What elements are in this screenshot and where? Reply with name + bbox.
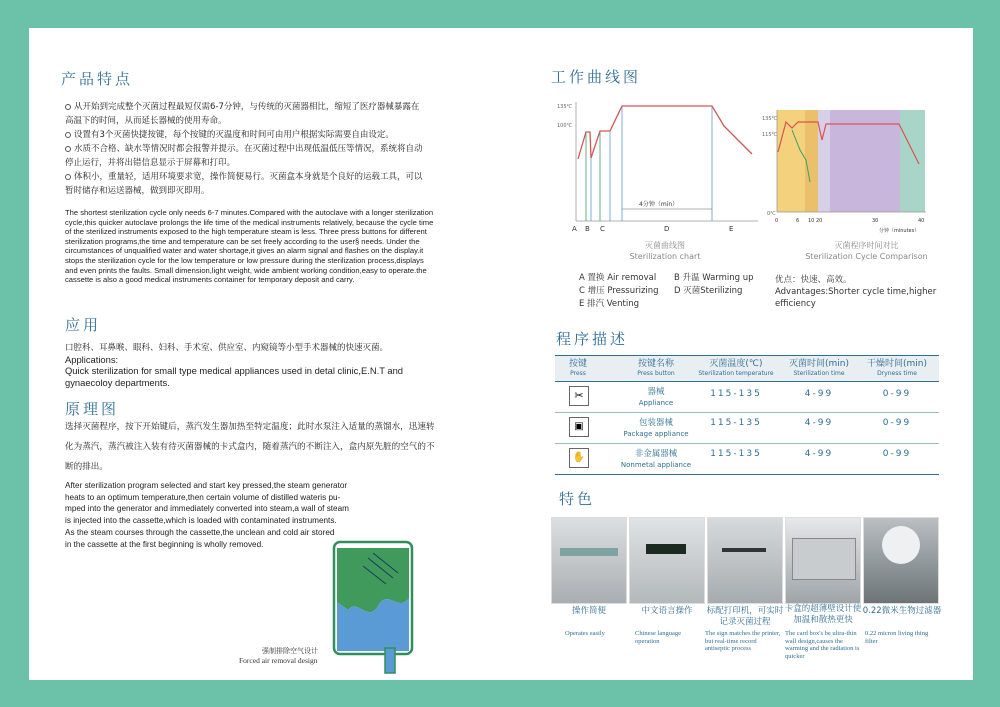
legend-row: A 置换 Air removal B 升温 Warming up: [579, 273, 754, 283]
printer-slot: [722, 548, 766, 552]
button-strip: [560, 548, 618, 556]
table-row: [555, 412, 939, 444]
dry-cell: 0-99: [882, 418, 912, 428]
y-label-0: 0℃: [767, 211, 776, 217]
cassette-tray: [792, 538, 856, 580]
photo-filter: [863, 517, 939, 604]
x-tick: 20: [816, 218, 823, 224]
x-tick: 40: [918, 218, 925, 224]
advantage-cn: 优点：快速、高效。: [775, 275, 852, 285]
bullet-icon: [65, 132, 71, 138]
header-cell: 干燥时间(min) Dryness time: [867, 359, 927, 377]
photo-display: [629, 517, 705, 604]
bullet-icon: [65, 174, 71, 180]
package-icon[interactable]: ▣: [569, 417, 589, 437]
time-cell: 4-99: [804, 418, 834, 428]
temperature-cell: 115-135: [710, 449, 762, 459]
feature-caption-en: Operates easily: [565, 630, 605, 637]
row-name-cell: 包装器械 Package appliance: [623, 418, 689, 438]
header-cell: 按键名称 Press button: [637, 359, 675, 377]
cycle-comparison-chart: [764, 110, 929, 242]
principle-cn: 选择灭菌程序，按下开始键后，蒸汽发生器加热至特定温度；此时水泵注入适量的蒸馏水，迅速转化为蒸汽，蒸汽被注入装有待灭菌器械的卡式盒内，随着蒸汽的不断注入，盒内原先脏的空气的不断的排出。: [65, 422, 435, 472]
special-features-title: 特色: [559, 490, 596, 508]
diagram-caption-en: Forced air removal design: [239, 656, 318, 665]
curve-title: 工作曲线图: [551, 68, 642, 86]
y-label-100: 100℃: [557, 123, 573, 129]
band-purple: [830, 110, 900, 212]
drain-pipe: [385, 648, 395, 673]
chart2-caption-en: Sterilization Cycle Comparison: [805, 252, 928, 261]
x-letter-e: E: [729, 225, 734, 233]
feature-caption-en: The card box's be ultra-thin wall design,causes the warming and the radiation is quicker: [785, 630, 860, 660]
feature-item: 设置有3个灭菌快捷按键，每个按键的灭温度和时间可由用户根据实际需要自由设定。: [65, 128, 425, 142]
feature-caption-en: The sign matches the printer, but real-time record antiseptic process: [705, 630, 781, 652]
x-unit: 分钟（minutes）: [879, 228, 920, 234]
hand-icon[interactable]: ✋: [569, 448, 589, 468]
header-cell: 按键 Press: [568, 359, 587, 377]
application-en-label: Applications:: [65, 354, 119, 365]
brochure-page: [29, 28, 973, 680]
feature-caption-cn: 操作简便: [571, 606, 606, 616]
feature-caption-cn: 0.22微米生物过滤器: [862, 606, 942, 616]
x-tick: 30: [872, 218, 879, 224]
bullet-icon: [65, 146, 71, 152]
temperature-curve: [578, 106, 752, 159]
dry-cell: 0-99: [882, 449, 912, 459]
principle-title: 原理图: [65, 400, 120, 418]
principle-en: After sterilization program selected and start key pressed,the steam generator heats to an optimum temperature,then certain volume of distilled wateris pu- mped into the generator and immediately converted into steam,a wall of steam is injected into the cassette,which is loaded with contaminated instruments. As the steam courses through the cassette,the unclean and cold air stored in the cassette at the first beginning is wholly removed.: [65, 481, 349, 549]
chart2-caption-cn: 灭菌程序时间对比: [834, 241, 899, 250]
feature-item: 水质不合格、缺水等情况时都会报警并提示。在灭菌过程中出现低温低压等情况，系统将自动停止运行，并将出错信息显示于屏幕和打印。: [65, 144, 423, 168]
table-row: [555, 381, 939, 413]
phase-legend: [579, 272, 769, 311]
header-cell: 灭菌温度(℃) Sterilization temperature: [698, 359, 774, 377]
band-yellow: [777, 110, 805, 212]
program-title: 程序描述: [556, 330, 629, 348]
row-name-cell: 器械 Appliance: [638, 387, 674, 407]
table-header-row: [555, 355, 939, 382]
dry-cell: 0-99: [882, 389, 912, 399]
temperature-cell: 115-135: [710, 389, 762, 399]
photo-cassette: [785, 517, 861, 604]
row-name-cell: 非金属器械 Nonmetal appliance: [620, 449, 692, 469]
feature-caption-cn: 标配打印机，可实时记录灭菌过程: [706, 606, 784, 627]
header-cell: 灭菌时间(min) Sterilization time: [789, 359, 849, 377]
diagram-caption-cn: 强制排除空气设计: [262, 647, 318, 655]
features-title: 产品特点: [61, 70, 134, 88]
feature-item: 体积小，重量轻，适用环境要求宽，操作简便易行。灭菌盒本身就是个良好的运载工具，可以暂时储存和运送器械，做到即灭即用。: [65, 172, 423, 196]
steam-area: [337, 548, 409, 612]
feature-caption-en: Chinese language operation: [635, 630, 682, 645]
x-letter-d: D: [664, 225, 670, 233]
x-tick: 6: [796, 218, 800, 224]
advantage-en: Advantages:Shorter cycle time,higher efficiency: [775, 287, 937, 309]
application-en: [65, 354, 435, 388]
lcd-screen: [646, 544, 686, 554]
feature-item: 从开始到完成整个灭菌过程最短仅需6-7分钟，与传统的灭菌器相比，缩短了医疗器械暴露在高温下的时间，从而延长器械的使用寿命。: [65, 102, 420, 126]
x-letter-b: B: [585, 225, 590, 233]
application-title: 应用: [65, 316, 102, 334]
legend-row: E 排汽 Venting: [579, 299, 640, 309]
air-removal-diagram: [328, 538, 418, 673]
feature-caption-cn: 卡盒的超薄壁设计使加温和散热更快: [784, 604, 862, 625]
application-en-text: Quick sterilization for small type medical appliances used in detal clinic,E.N.T and gynaecoloy departments.: [65, 365, 404, 388]
scissors-icon[interactable]: ✂: [569, 386, 589, 406]
photo-control-panel: [551, 517, 627, 604]
band-lavender: [818, 110, 830, 212]
features-list: [65, 100, 425, 198]
band-teal: [900, 110, 925, 212]
bullet-icon: [65, 104, 71, 110]
time-label: 4分钟（min）: [639, 201, 679, 208]
time-cell: 4-99: [804, 449, 834, 459]
chart1-caption-en: Sterilization chart: [629, 252, 701, 261]
features-english: The shortest sterilization cycle only needs 6-7 minutes.Compared with the autoclave with a longer sterilization cycle,this quicker autoclave prolongs the life time of the medical instruments relatively, because the cycle time of the sterilized instruments exposed to the high temperature steam is less. Three press buttons for different sterilization programs,the time and temperature can be set freely according to the user§ needs. Under the circumstances of unqualified water and water shortage,it gives an alarm signal and flashes on the display.it stops the sterilization cycle for the low temperature or low pressure during the sterilization process,displays and even prints the faults. Small dimension,light weight, wide ambient working condition,easy to operate.the cassette is also a good medical instruments container for temporary deposit and carry.: [65, 208, 434, 285]
feature-caption-cn: 中文语言操作: [641, 606, 693, 616]
y-label-135: 135℃: [557, 104, 573, 110]
y-label-135: 135℃: [762, 116, 778, 122]
table-row: [555, 443, 939, 475]
x-tick: 0: [775, 218, 779, 224]
time-cell: 4-99: [804, 389, 834, 399]
application-cn: 口腔科、耳鼻喉、眼科、妇科、手术室、供应室、内窥镜等小型手术器械的快速灭菌。: [65, 343, 389, 353]
x-letter-c: C: [600, 225, 605, 233]
chart1-caption-cn: 灭菌曲线图: [645, 241, 685, 250]
advantage-text: [775, 274, 945, 310]
legend-row: C 增压 Pressurizing D 灭菌Sterilizing: [579, 286, 743, 296]
band-orange: [805, 110, 818, 212]
temperature-cell: 115-135: [710, 418, 762, 428]
sterilization-chart: [557, 96, 760, 236]
filter-disc: [882, 526, 920, 564]
y-label-115: 115℃: [762, 132, 778, 138]
x-tick: 10: [808, 218, 815, 224]
x-letter-a: A: [572, 225, 577, 233]
feature-caption-en: 0.22 micron living thing filter: [865, 630, 929, 645]
photo-printer: [707, 517, 783, 604]
